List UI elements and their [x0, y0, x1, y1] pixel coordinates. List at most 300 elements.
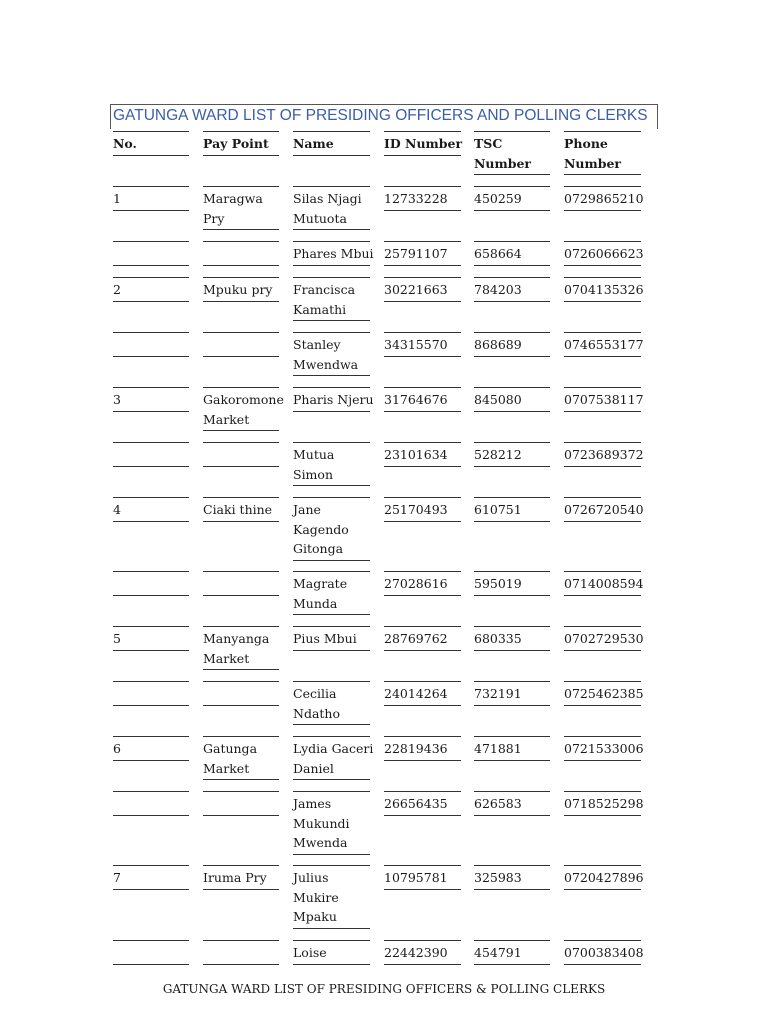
cell-underline [564, 595, 641, 596]
cell-phone-number [564, 189, 647, 209]
cell-top-rule [203, 681, 279, 682]
cell-underline [564, 356, 641, 357]
cell-top-rule [474, 626, 550, 627]
cell-text: Jane [293, 502, 321, 517]
cell-text: Phares Mbui [293, 246, 374, 261]
cell-name [293, 500, 376, 559]
cell-top-rule [564, 442, 641, 443]
cell-text: Mutuota [293, 210, 347, 226]
cell-text: 30221663 [384, 282, 448, 297]
cell-id-number [384, 280, 467, 300]
cell-underline [203, 964, 279, 965]
header-pay-point [203, 134, 285, 154]
cell-name [293, 629, 376, 649]
cell-tsc-number [474, 500, 556, 520]
cell-text: Daniel [293, 760, 334, 776]
cell-underline [564, 411, 641, 412]
cell-underline [293, 724, 370, 725]
cell-top-rule [564, 865, 641, 866]
cell-text: Pharis Njeru [293, 392, 374, 407]
cell-text: Market [203, 650, 250, 666]
cell-top-rule [203, 736, 279, 737]
cell-text: 6 [113, 741, 121, 756]
cell-tsc-number [474, 244, 556, 264]
cell-top-rule [564, 387, 641, 388]
cell-text: Manyanga [203, 631, 270, 646]
cell-top-rule [564, 940, 641, 941]
cell-text: 528212 [474, 447, 522, 462]
cell-underline [564, 760, 641, 761]
cell-underline [203, 815, 279, 816]
cell-name [293, 280, 376, 319]
cell-text: Loise [293, 945, 327, 960]
cell-underline [384, 411, 461, 412]
cell-underline [293, 964, 370, 965]
cell-text: Francisca [293, 282, 356, 297]
cell-underline [564, 466, 641, 467]
cell-underline [564, 815, 641, 816]
cell-top-rule [293, 277, 370, 278]
cell-text: Mukundi [293, 815, 350, 831]
cell-underline [474, 466, 550, 467]
cell-top-rule [293, 442, 370, 443]
cell-text: TSC [474, 136, 503, 151]
cell-underline [113, 889, 189, 890]
cell-text: 28769762 [384, 631, 448, 646]
cell-underline [113, 466, 189, 467]
cell-underline [384, 760, 461, 761]
cell-text: 4 [113, 502, 121, 517]
cell-text: 454791 [474, 945, 522, 960]
cell-text: 0720427896 [564, 870, 644, 885]
cell-underline [474, 889, 550, 890]
cell-text: 658664 [474, 246, 522, 261]
cell-underline [564, 889, 641, 890]
cell-underline [384, 356, 461, 357]
cell-phone-number [564, 335, 647, 355]
cell-top-rule [474, 387, 550, 388]
cell-id-number [384, 189, 467, 209]
cell-tsc-number [474, 189, 556, 209]
header-top-rule [113, 131, 189, 132]
cell-text: 31764676 [384, 392, 448, 407]
cell-top-rule [384, 387, 461, 388]
cell-text: 0718525298 [564, 796, 644, 811]
cell-underline [564, 265, 641, 266]
cell-top-rule [384, 497, 461, 498]
cell-text: 27028616 [384, 576, 448, 591]
cell-top-rule [113, 332, 189, 333]
cell-tsc-number [474, 868, 556, 888]
cell-underline [203, 466, 279, 467]
header-id-number [384, 134, 467, 154]
cell-underline [293, 411, 370, 412]
cell-top-rule [203, 387, 279, 388]
cell-text: 0714008594 [564, 576, 644, 591]
cell-tsc-number [474, 574, 556, 594]
cell-text: 626583 [474, 796, 522, 811]
cell-top-rule [564, 571, 641, 572]
cell-text: Munda [293, 595, 338, 611]
cell-text: Pay Point [203, 136, 269, 151]
cell-top-rule [113, 442, 189, 443]
cell-top-rule [384, 940, 461, 941]
cell-id-number [384, 500, 467, 520]
cell-text: 26656435 [384, 796, 448, 811]
cell-underline [203, 155, 279, 156]
cell-text: 0725462385 [564, 686, 644, 701]
document-title: GATUNGA WARD LIST OF PRESIDING OFFICERS AND POLLING CLERKS [113, 107, 648, 124]
cell-text: 784203 [474, 282, 522, 297]
cell-text: Pius Mbui [293, 631, 357, 646]
cell-underline [113, 595, 189, 596]
cell-text: 0702729530 [564, 631, 644, 646]
cell-pay-point [203, 390, 285, 429]
header-top-rule [293, 131, 370, 132]
header-tsc-number [474, 134, 556, 173]
cell-underline [384, 265, 461, 266]
cell-underline [564, 650, 641, 651]
cell-name [293, 335, 376, 374]
cell-name [293, 244, 376, 264]
cell-name [293, 445, 376, 484]
cell-text: Number [564, 155, 622, 171]
cell-id-number [384, 574, 467, 594]
cell-underline [384, 301, 461, 302]
cell-underline [474, 760, 550, 761]
cell-text: Mwenda [293, 835, 348, 850]
cell-phone-number [564, 445, 647, 465]
cell-pay-point [203, 868, 285, 888]
cell-underline [113, 210, 189, 211]
cell-underline [113, 356, 189, 357]
cell-underline [564, 210, 641, 211]
cell-id-number [384, 390, 467, 410]
cell-underline [564, 705, 641, 706]
cell-text: Kamathi [293, 301, 347, 317]
cell-no [113, 280, 195, 300]
cell-top-rule [293, 736, 370, 737]
cell-top-rule [474, 241, 550, 242]
cell-tsc-number [474, 629, 556, 649]
cell-text: Simon [293, 466, 333, 482]
cell-no [113, 500, 195, 520]
cell-top-rule [384, 442, 461, 443]
cell-underline [384, 964, 461, 965]
cell-no [113, 739, 195, 759]
cell-text: Market [203, 760, 250, 776]
header-top-rule [384, 131, 461, 132]
cell-text: 25791107 [384, 246, 448, 261]
cell-top-rule [293, 791, 370, 792]
cell-underline [474, 411, 550, 412]
cell-text: Iruma Pry [203, 870, 267, 885]
header-phone-number [564, 134, 647, 173]
cell-underline [384, 650, 461, 651]
cell-text: 5 [113, 631, 121, 646]
cell-text: Mpuku pry [203, 282, 273, 297]
cell-top-rule [474, 865, 550, 866]
cell-top-rule [474, 186, 550, 187]
cell-underline [384, 155, 461, 156]
cell-name [293, 684, 376, 723]
cell-top-rule [293, 571, 370, 572]
cell-top-rule [474, 332, 550, 333]
cell-underline [113, 650, 189, 651]
cell-name [293, 574, 376, 613]
cell-underline [203, 595, 279, 596]
cell-text: Gakoromone [203, 392, 284, 407]
cell-top-rule [203, 626, 279, 627]
cell-phone-number [564, 390, 647, 410]
cell-top-rule [384, 571, 461, 572]
cell-text: 10795781 [384, 870, 448, 885]
cell-tsc-number [474, 684, 556, 704]
cell-top-rule [384, 681, 461, 682]
cell-phone-number [564, 794, 647, 814]
cell-no [113, 189, 195, 209]
cell-text: 23101634 [384, 447, 448, 462]
cell-underline [203, 265, 279, 266]
cell-underline [564, 521, 641, 522]
cell-underline [203, 779, 279, 780]
cell-underline [564, 964, 641, 965]
cell-underline [113, 411, 189, 412]
cell-id-number [384, 684, 467, 704]
cell-top-rule [384, 186, 461, 187]
cell-text: ID Number [384, 136, 463, 151]
cell-top-rule [293, 940, 370, 941]
cell-text: Stanley [293, 337, 341, 352]
cell-top-rule [113, 277, 189, 278]
cell-tsc-number [474, 280, 556, 300]
cell-underline [564, 301, 641, 302]
cell-tsc-number [474, 445, 556, 465]
cell-underline [474, 815, 550, 816]
cell-top-rule [384, 791, 461, 792]
cell-top-rule [203, 865, 279, 866]
cell-text: 22442390 [384, 945, 448, 960]
cell-underline [293, 265, 370, 266]
cell-top-rule [384, 865, 461, 866]
cell-top-rule [474, 571, 550, 572]
header-no [113, 134, 195, 154]
cell-underline [113, 760, 189, 761]
cell-tsc-number [474, 739, 556, 759]
cell-text: 7 [113, 870, 121, 885]
cell-pay-point [203, 500, 285, 520]
cell-phone-number [564, 684, 647, 704]
cell-text: Mukire [293, 889, 339, 905]
cell-id-number [384, 868, 467, 888]
header-top-rule [474, 131, 550, 132]
cell-text: 24014264 [384, 686, 448, 701]
cell-top-rule [564, 241, 641, 242]
cell-text: Maragwa [203, 191, 263, 206]
cell-underline [384, 889, 461, 890]
cell-text: Silas Njagi [293, 191, 362, 206]
cell-pay-point [203, 629, 285, 668]
cell-text: James [293, 796, 332, 811]
cell-top-rule [113, 571, 189, 572]
cell-phone-number [564, 574, 647, 594]
cell-top-rule [113, 186, 189, 187]
cell-text: 0729865210 [564, 191, 644, 206]
cell-text: 22819436 [384, 741, 448, 756]
cell-phone-number [564, 244, 647, 264]
cell-text: 595019 [474, 576, 522, 591]
cell-tsc-number [474, 390, 556, 410]
cell-name [293, 390, 376, 410]
cell-tsc-number [474, 794, 556, 814]
cell-underline [384, 705, 461, 706]
cell-id-number [384, 335, 467, 355]
cell-top-rule [384, 626, 461, 627]
cell-top-rule [564, 681, 641, 682]
cell-text: 0723689372 [564, 447, 644, 462]
cell-text: 1 [113, 191, 121, 206]
cell-text: Mpaku [293, 909, 337, 924]
cell-text: No. [113, 136, 137, 151]
cell-text: Cecilia [293, 686, 337, 701]
cell-underline [203, 301, 279, 302]
cell-id-number [384, 943, 467, 963]
cell-text: 450259 [474, 191, 522, 206]
cell-top-rule [203, 277, 279, 278]
cell-top-rule [474, 497, 550, 498]
cell-top-rule [113, 497, 189, 498]
cell-underline [113, 815, 189, 816]
cell-phone-number [564, 629, 647, 649]
cell-text: Number [474, 155, 532, 171]
cell-top-rule [293, 332, 370, 333]
cell-top-rule [564, 497, 641, 498]
cell-top-rule [564, 736, 641, 737]
cell-underline [293, 614, 370, 615]
cell-underline [113, 155, 189, 156]
cell-text: Pry [203, 210, 225, 226]
cell-text: 845080 [474, 392, 522, 407]
cell-top-rule [564, 332, 641, 333]
cell-top-rule [293, 865, 370, 866]
cell-top-rule [384, 736, 461, 737]
cell-id-number [384, 739, 467, 759]
cell-name [293, 189, 376, 228]
cell-top-rule [474, 681, 550, 682]
cell-underline [113, 521, 189, 522]
cell-text: Gitonga [293, 541, 344, 556]
cell-text: 0700383408 [564, 945, 644, 960]
cell-text: 868689 [474, 337, 522, 352]
cell-text: 0721533006 [564, 741, 644, 756]
cell-text: 610751 [474, 502, 522, 517]
cell-underline [384, 595, 461, 596]
cell-top-rule [293, 241, 370, 242]
cell-text: Magrate [293, 576, 348, 591]
cell-phone-number [564, 280, 647, 300]
cell-underline [474, 301, 550, 302]
cell-phone-number [564, 739, 647, 759]
cell-phone-number [564, 868, 647, 888]
cell-underline [293, 375, 370, 376]
cell-top-rule [203, 497, 279, 498]
cell-text: 0726720540 [564, 502, 644, 517]
cell-underline [293, 854, 370, 855]
cell-underline [474, 705, 550, 706]
cell-text: Name [293, 136, 334, 151]
cell-underline [474, 356, 550, 357]
cell-underline [293, 320, 370, 321]
cell-underline [113, 301, 189, 302]
cell-underline [203, 356, 279, 357]
cell-tsc-number [474, 943, 556, 963]
cell-text: Mutua [293, 447, 335, 462]
cell-underline [293, 928, 370, 929]
cell-underline [113, 964, 189, 965]
cell-top-rule [474, 277, 550, 278]
cell-text: 0726066623 [564, 246, 644, 261]
cell-top-rule [203, 241, 279, 242]
cell-underline [203, 705, 279, 706]
cell-text: Market [203, 411, 250, 427]
cell-no [113, 868, 195, 888]
cell-underline [474, 174, 550, 175]
cell-text: Kagendo [293, 521, 349, 537]
cell-underline [293, 485, 370, 486]
cell-text: 0707538117 [564, 392, 644, 407]
cell-top-rule [293, 497, 370, 498]
cell-top-rule [564, 277, 641, 278]
cell-underline [113, 265, 189, 266]
cell-pay-point [203, 739, 285, 778]
cell-name [293, 943, 376, 963]
cell-text: Ciaki thine [203, 502, 273, 517]
cell-underline [384, 521, 461, 522]
cell-text: Mwendwa [293, 356, 359, 372]
header-top-rule [564, 131, 641, 132]
cell-underline [203, 430, 279, 431]
cell-underline [384, 466, 461, 467]
cell-top-rule [293, 186, 370, 187]
cell-phone-number [564, 500, 647, 520]
cell-top-rule [203, 571, 279, 572]
cell-text: Julius [293, 870, 329, 885]
cell-top-rule [293, 681, 370, 682]
cell-underline [293, 155, 370, 156]
cell-top-rule [384, 277, 461, 278]
cell-id-number [384, 445, 467, 465]
cell-id-number [384, 244, 467, 264]
cell-text: Ndatho [293, 705, 340, 721]
cell-underline [293, 229, 370, 230]
cell-underline [113, 705, 189, 706]
cell-text: 3 [113, 392, 121, 407]
cell-underline [203, 229, 279, 230]
cell-text: 34315570 [384, 337, 448, 352]
cell-text: 0746553177 [564, 337, 644, 352]
cell-underline [564, 174, 641, 175]
cell-top-rule [384, 241, 461, 242]
cell-underline [474, 595, 550, 596]
cell-top-rule [203, 791, 279, 792]
cell-underline [293, 650, 370, 651]
cell-top-rule [564, 791, 641, 792]
cell-top-rule [203, 186, 279, 187]
cell-pay-point [203, 280, 285, 300]
cell-text: 2 [113, 282, 121, 297]
cell-text: 471881 [474, 741, 522, 756]
header-name [293, 134, 376, 154]
